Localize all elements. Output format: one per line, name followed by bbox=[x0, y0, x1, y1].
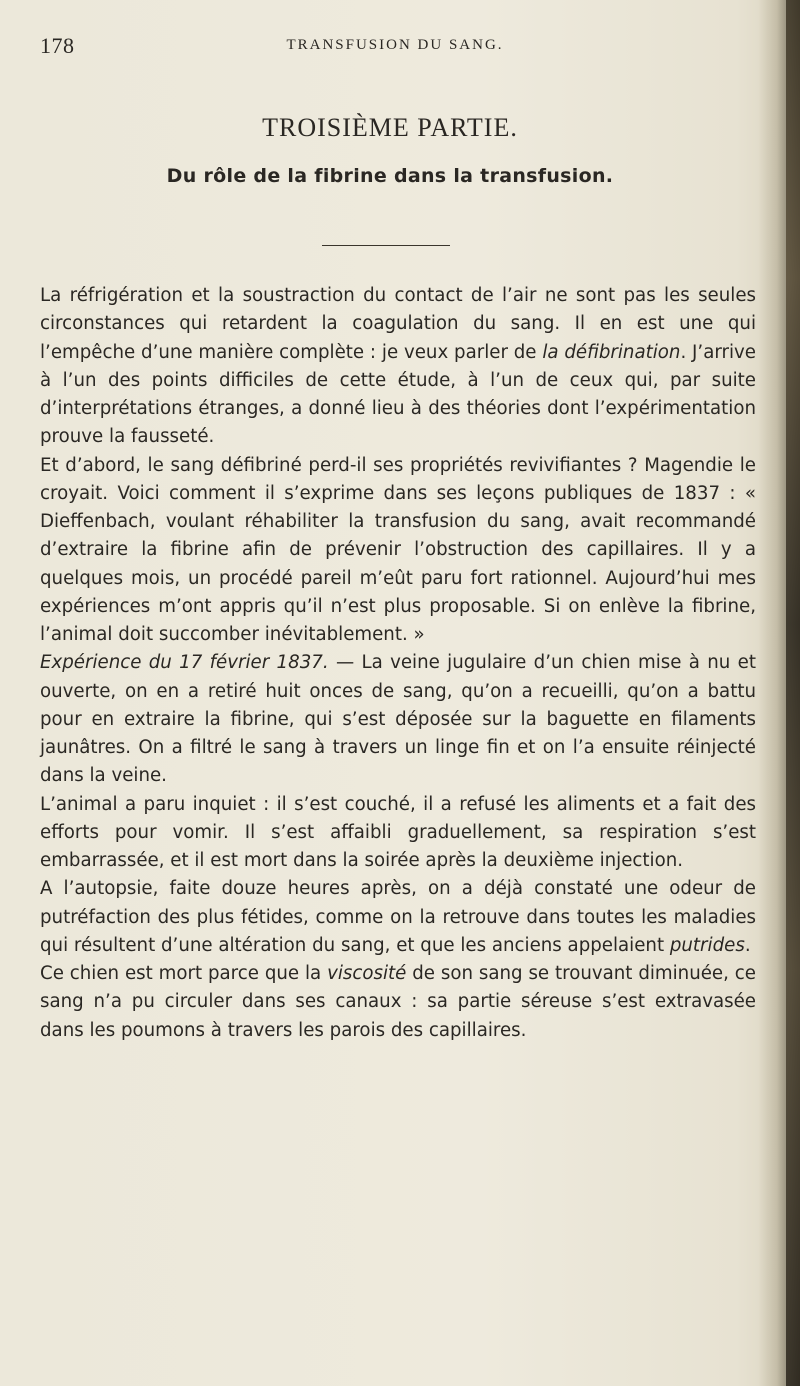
paragraph-5-text: A l’autopsie, faite douze heures après, on a déjà constaté une odeur de putréfaction des plus fétides, comme on la retrouve dans toutes les maladies qui résultent d’une altération du sang, et que les anciens appelaient bbox=[40, 878, 756, 956]
paragraph-6-italic: viscosité bbox=[327, 963, 407, 984]
body-text bbox=[40, 282, 756, 1045]
paragraph-6 bbox=[40, 960, 756, 1045]
paragraph-5-italic: putrides bbox=[669, 934, 745, 956]
paragraph-4: L’animal a paru inquiet : il s’est couché, il a refusé les aliments et a fait des efforts pour vomir. Il s’est affaibli graduellement, sa respiration s’est embarrassée, et il est mort dans la soirée après la deuxième injection. bbox=[40, 793, 756, 871]
paragraph-1-text: La réfrigération et la soustraction du contact de l’air ne sont pas les seules circonstances qui retardent la coagulation du sang. Il en est une qui l’empêche d’une manière complète : je veux parler de bbox=[40, 285, 756, 363]
page-number: 178 bbox=[40, 33, 75, 58]
paragraph-2: Et d’abord, le sang défibriné perd-il ses propriétés revivifiantes ? Magendie le croyait. Voici comment il s’exprime dans ses leçons publiques de 1837 : « Dieffenbach, voulant réhabiliter la transfusion du sang, avait recommandé d’extraire la fibrine afin de prévenir l’obstruction des capillaires. Il y a quelques mois, un procédé pareil m’eût paru fort rationnel. Aujourd’hui mes expériences m’ont appris qu’il n’est plus proposable. Si on enlève la fibrine, l’animal doit succomber inévitablement. » bbox=[40, 454, 756, 645]
paragraph-5 bbox=[40, 875, 756, 960]
running-head: TRANSFUSION DU SANG. bbox=[286, 37, 504, 53]
paragraph-5-end: . bbox=[744, 934, 751, 956]
section-rule bbox=[322, 245, 450, 246]
part-title: TROISIÈME PARTIE. bbox=[262, 113, 518, 142]
paragraph-3-italic: Expérience du 17 février 1837. bbox=[40, 652, 329, 674]
paragraph-6-end: de son sang se trouvant diminuée, ce sang n’a pu circuler dans ses canaux : sa partie séreuse s’est extravasée dans les poumons à travers les parois des capillaires. bbox=[40, 963, 756, 1041]
running-header bbox=[40, 33, 750, 63]
paragraph-3-text: — La veine jugulaire d’un chien mise à nu et ouverte, on en a retiré huit onces de sang, qu’on a recueilli, qu’on a battu pour en extraire la fibrine, qui s’est déposée sur la baguette en filaments jaunâtres. On a filtré le sang à travers un linge fin et on l’a ensuite réinjecté dans la veine. bbox=[40, 652, 756, 787]
paragraph-6-text: Ce chien est mort parce que la bbox=[40, 963, 328, 984]
paragraph-1 bbox=[40, 282, 756, 452]
paragraph-1-italic: la défibrination bbox=[542, 341, 681, 363]
section-subtitle: Du rôle de la fibrine dans la transfusion. bbox=[166, 165, 614, 187]
binding-edge bbox=[786, 0, 800, 1386]
paragraph-1-end: . J’arrive à l’un des points difficiles de cette étude, à l’un de ceux qui, par suite d’interprétations étranges, a donné lieu à des théories dont l’expérimentation prouve la fausseté. bbox=[40, 341, 756, 448]
paragraph-3 bbox=[40, 649, 756, 790]
